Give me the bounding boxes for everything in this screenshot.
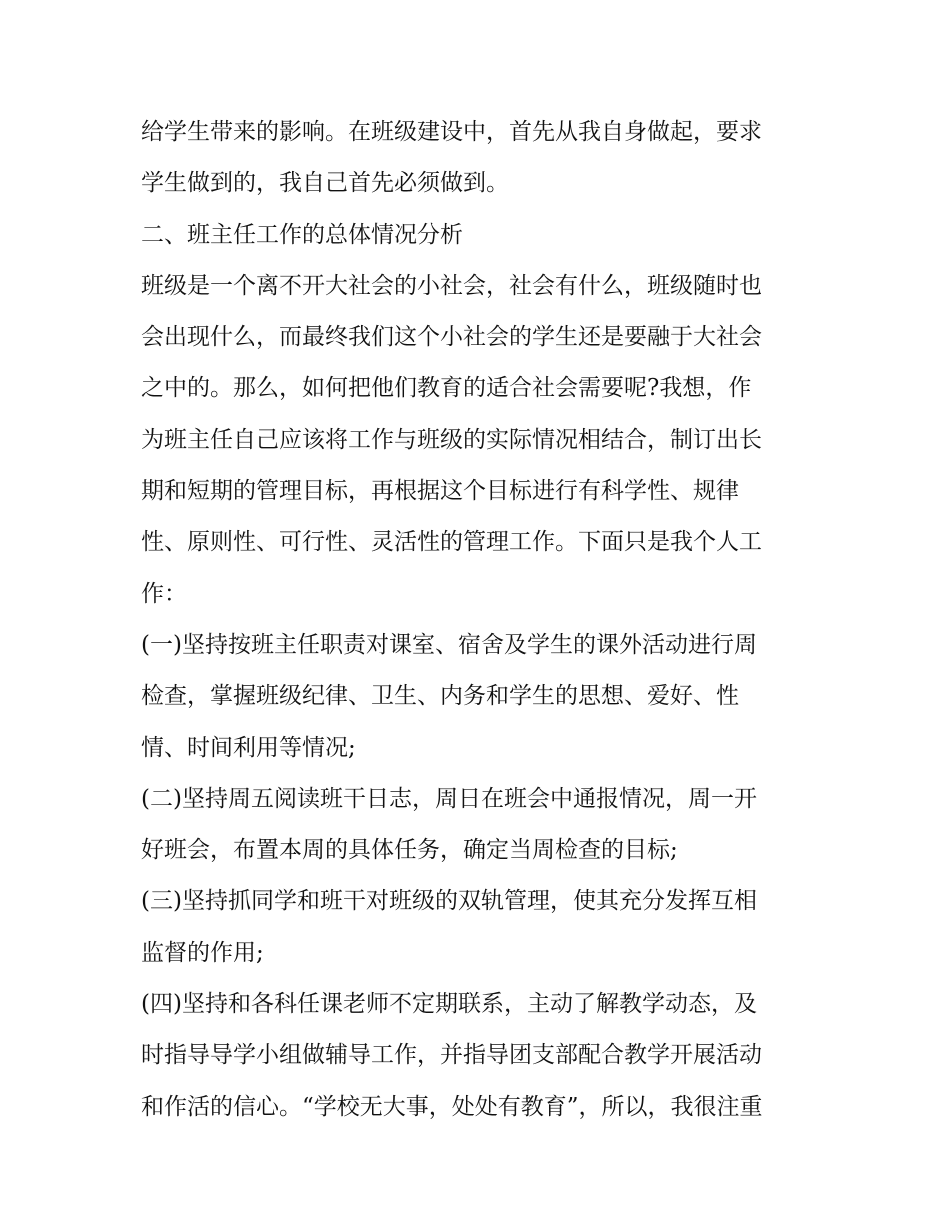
section-heading: 二、班主任工作的总体情况分析 [141,221,463,248]
text-line: 性、原则性、可行性、灵活性的管理工作。下面只是我个人工 [141,529,762,556]
text-line: 班级是一个离不开大社会的小社会，社会有什么，班级随时也 [141,272,762,299]
text-line: 和作活的信心。“学校无大事，处处有教育”，所以，我很注重 [141,1093,763,1120]
text-line: 给学生带来的影响。在班级建设中，首先从我自身做起，要求 [141,119,762,145]
text-line: 会出现什么，而最终我们这个小社会的学生还是要融于大社会 [141,324,762,351]
document-body [141,107,821,1133]
text-line: 期和短期的管理目标，再根据这个目标进行有科学性、规律 [141,478,739,505]
list-item-line: (四)坚持和各科任课老师不定期联系，主动了解教学动态，及 [141,991,757,1018]
text-line: 作： [141,580,187,607]
list-item-line: (二)坚持周五阅读班干日志，周日在班会中通报情况，周一开 [141,785,757,812]
list-item-line: 时指导导学小组做辅导工作，并指导团支部配合教学开展活动 [141,1042,762,1069]
list-item-line: 情、时间利用等情况; [141,734,356,761]
list-item-line: (三)坚持抓同学和班干对班级的双轨管理，使其充分发挥互相 [141,888,757,915]
text-line: 学生做到的，我自己首先必须做到。 [141,170,509,197]
list-item-line: 监督的作用; [141,939,264,966]
text-line: 之中的。那么，如何把他们教育的适合社会需要呢?我想，作 [141,375,752,402]
list-item-line: 好班会，布置本周的具体任务，确定当周检查的目标; [141,837,678,864]
text-line: 为班主任自己应该将工作与班级的实际情况相结合，制订出长 [141,426,762,453]
list-item-line: (一)坚持按班主任职责对课室、宿舍及学生的课外活动进行周 [141,631,757,658]
list-item-line: 检查，掌握班级纪律、卫生、内务和学生的思想、爱好、性 [141,683,739,710]
